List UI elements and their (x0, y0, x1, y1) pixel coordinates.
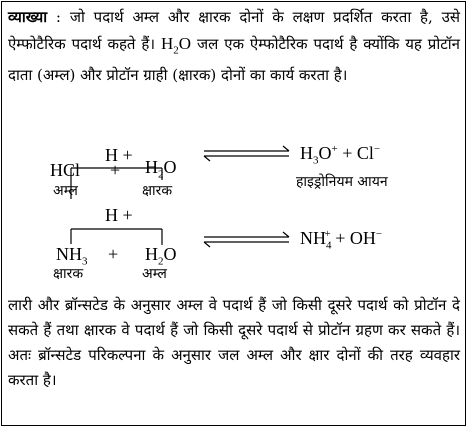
equilibrium-arrow-1 (204, 146, 289, 161)
equilibrium-arrow-2 (204, 232, 289, 247)
explanation-text-1: जो पदार्थ अम्ल और क्षारक दोनों के लक्षण प्रदर्शित करता है, उसे ऐम्फोटैरिक पदार्थ कहते हैं। (8, 8, 460, 53)
reaction1-reactant-hcl: HCl (50, 160, 81, 180)
conclusion-paragraph: लारी और ब्रॉन्सटेड के अनुसार अम्ल वे पदार्थ हैं जो किसी दूसरे पदार्थ को प्रोटॉन दे सकते हैं तथा क्षारक वे पदार्थ हैं जो किसी दूसरे पदार्थ से प्रोटॉन ग्रहण कर सकते हैं। अतः ब्रॉन्सटेड परिकल्पना के अनुसार जल अम्ल और क्षार दोनों की तरह व्यवहार करता है। (8, 296, 461, 389)
reaction2-plus: + (108, 244, 119, 264)
reaction2-transfer-label: H + (105, 205, 133, 225)
reaction1-plus: + (110, 160, 121, 180)
reaction1-reactant-water-role: क्षारक (142, 183, 173, 199)
reaction1-transfer-label: H + (105, 145, 133, 165)
proton-transfer-bracket-2 (71, 229, 162, 245)
reaction1-product-name: हाइड्रोनियम आयन (296, 174, 388, 190)
reaction2-reactant-water-role: अम्ल (142, 266, 167, 282)
explanation-colon: : (55, 8, 61, 26)
reaction1-reactant-hcl-role: अम्ल (53, 183, 78, 199)
explanation-text-2: जल एक ऐम्फोटैरिक पदार्थ है क्योंकि यह प्रोटॉन दाता (अम्ल) और प्रोटॉन ग्राही (क्षारक) दोनों का कार्य करता है। (8, 34, 460, 85)
reaction2-reactant-ammonia: $NH_3$ (56, 244, 88, 268)
reaction2-reactant-ammonia-role: क्षारक (53, 266, 84, 282)
reaction1-products: $H_3O^+ + Cl^-$ (300, 143, 381, 167)
reaction2-reactant-water: $H_2O$ (145, 244, 177, 268)
explanation-label: व्याख्या (8, 8, 48, 26)
water-formula: $H_2O$ (160, 33, 192, 56)
reaction2-products: $NH_4^+ + OH^-$ (300, 228, 383, 252)
reaction1-reactant-water: $H_2O$ (145, 157, 177, 181)
